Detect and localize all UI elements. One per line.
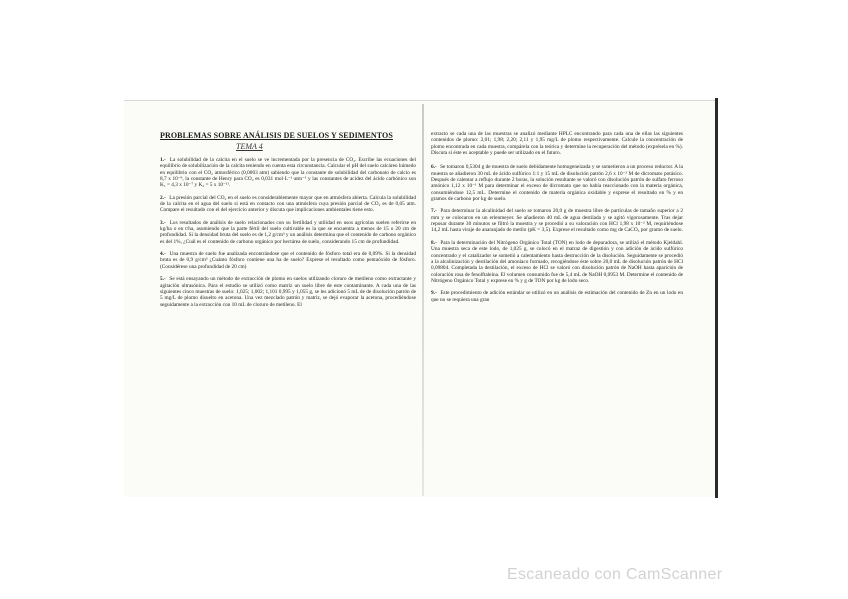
problem-number: 2.- (160, 194, 166, 201)
problem-1 (160, 157, 416, 189)
problem-text: Los resultados de análisis de suelo relacionados con su fertilidad y utilidad en usos agrícolas suelen referirse en kg/ha o en t/ha, asumiendo que la parte fértil del suelo cultivable es la que se encuentra a menos de 15 o 20 cm de profundidad. Si la densidad bruta del suelo es de 1,2 g/cm³ y un análisis determina que el contenido de carbono orgánico es del 1%, ¿Cuál es el contenido de carbono orgánico por hectárea de suelo, considerando 15 cm de profundidad. (160, 219, 416, 245)
problem-text: Una muestra de suelo fue analizada encontrándose que el contenido de fósforo total era de 0,09%. Si la densidad bruta es de 0,9 g/cm³ ¿Cuánto fósforo contiene una ha de suelo? Exprese el resultado como pentaóxido de fósforo. (Considérese una profundidad de 20 cm) (160, 251, 416, 270)
document-subtitle: TEMA 4 (236, 142, 263, 151)
problem-number: 4.- (160, 251, 166, 258)
left-column (160, 131, 416, 314)
problem-text: Para la determinación del Nitrógeno Orgánico Total (TON) en lodo de depuradora, se utilizó el método Kjeldahl. Una muestra seca de este lodo, de 1,025 g, se colocó en el matraz de digestión y con adición de ácido sulfúrico concentrado y el catalizador se sometió a calentamiento hasta destrucción de la disolución. Seguidamente se procedió a la alcalinización y destilación del amoniaco formado, recogiéndose éste sobre 20,0 mL de disolución patrón de HCl 0,09804. Completada la destilación, el exceso de HCl se valoró con disolución patrón de NaOH hasta aparición de coloración rosa de fenolftaleína. El volumen consumido fue de 5,4 mL de NaOH 0,0953 M. Determine el contenido de Nitrógeno Orgánico Total y exprese en % y g de TON por kg de lodo seco. (431, 239, 683, 284)
scanned-page (124, 100, 716, 497)
problem-4 (160, 251, 416, 270)
problem-text: Se está ensayando un método de extracción de plomo en suelos utilizando cloruro de metileno como extractante y agitación ultrasónica. Para el estudio se utilizó como matriz un suelo libre de este contaminante. A cada una de las siguientes cinco muestras de suelo: 1,025; 1,002; 1,101 0,995 y 1,055 g, se les adicionó 5 mL de de disolución patrón de 5 mg/L de plomo disuelto en acetona. Una vez mezclado patrón y matriz, se dejó evaporar la acetona, procediéndose seguidamente a la extracción con 10 mL de cloruro de metileno. El (160, 276, 417, 308)
problem-number: 9.- (431, 290, 437, 297)
right-column (431, 131, 683, 309)
page-fold-shadow (422, 104, 424, 496)
problem-text: Este procedimiento de adición estándar se utilizó en un análisis de estimación del contenido de Zn en un lodo en que no se requiera una gran (431, 290, 683, 303)
problem-text: Para determinar la alcalinidad del suelo se tomaron 20,0 g de muestra libre de partículas de tamaño superior a 2 mm y se colocaron en un erlenmeyer. Se añadieron 40 mL de agua destilada y se agitó vigorosamente. Tras dejar reposar durante 30 minutos se filtró la muestra y se procedió a su valoración con HCl 1,98 x 10⁻² M, requiriéndose 14,2 mL hasta viraje de anaranjado de metilo (pK = 3,5). Exprese el resultado como mg de CaCO₃ por gramo de suelo. (431, 208, 684, 234)
scanner-watermark: Escaneado con CamScanner (507, 566, 723, 583)
problem-8 (431, 240, 683, 284)
problem-text: Se tomaron 0,5304 g de muestra de suelo debidamente homogeneizada y se sometieron a un proceso reductor. A la muestra se añadieron 30 mL de ácido sulfúrico 1:1 y 15 mL de disolución patrón 2,6 x 10⁻² M de dicromato potásico. Después de calentar a reflujo durante 2 horas, la solución resultante se valoró con disolución patrón de sulfato ferroso amónico 1,12 x 10⁻¹ M para determinar el exceso de dicromato que no había reaccionado con la materia orgánica, consumiéndose 12,5 mL. Determine el contenido de materia orgánica oxidable y exprese el resultado en % y en gramos de carbono por kg de suelo. (431, 164, 683, 203)
problem-3 (160, 220, 416, 245)
problem-text: La presión parcial del CO₂ en el suelo es considerablemente mayor que en atmósfera abierta. Calcula la solubilidad de la calcita en el agua del suelo si está en contacto con una atmósfera cuya presión parcial de CO₂ es de 0,05 atm. Compare el resultado con el del ejercicio anterior y discuta que implicaciones ambientales tiene esto. (160, 194, 416, 214)
problem-2 (160, 195, 416, 214)
problem-5 (160, 276, 416, 308)
problem-number: 8.- (431, 239, 437, 246)
problem-number: 3.- (160, 219, 166, 226)
page-edge-line (715, 98, 718, 498)
problem-number: 1.- (160, 157, 166, 163)
problem-7 (431, 208, 683, 233)
problem-number: 5.- (160, 276, 166, 283)
problem-9 (431, 290, 683, 303)
problem-number: 7.- (431, 208, 437, 215)
problem-6 (431, 164, 683, 202)
problem-5-continuation: extracto se cada una de las muestras se analizó mediante HPLC encontrando para cada una de ellas las siguientes contenidos de plomo: 2,01; 1,98; 2,20; 2,11 y 1,95 mg/L de plomo respectivamente. Calcule la concentración de plomo encontrada en cada muestra, compárela con la teórica y determine la recuperación del método (exprésela en %). Discuta si éste es aceptable y puede ser utilizado en el futuro. (431, 131, 683, 157)
document-title: PROBLEMAS SOBRE ANÁLISIS DE SUELOS Y SEDIMENTOS (160, 131, 393, 140)
problem-number: 6.- (431, 164, 437, 171)
problem-text: La solubilidad de la calcita en el suelo se ve incrementada por la presencia de CO₂. Escribe las ecuaciones del equilibrio de solubilización de la calcita teniendo en cuenta esta circunstancia. Calcular el pH del suelo calcáreo húmedo en equilibrio con el CO₂ atmosférico (0,0003 atm) sabiendo que la constante de solubilidad del carbonato de calcio es 8,7 x 10⁻⁹, la constante de Henry para CO₂ es 0,031 mol·L⁻¹·atm⁻¹ y las constantes de acidez del ácido carbónico son K₁ = 4,3 x 10⁻⁷ y K₂ = 5 x 10⁻¹¹. (160, 157, 416, 189)
